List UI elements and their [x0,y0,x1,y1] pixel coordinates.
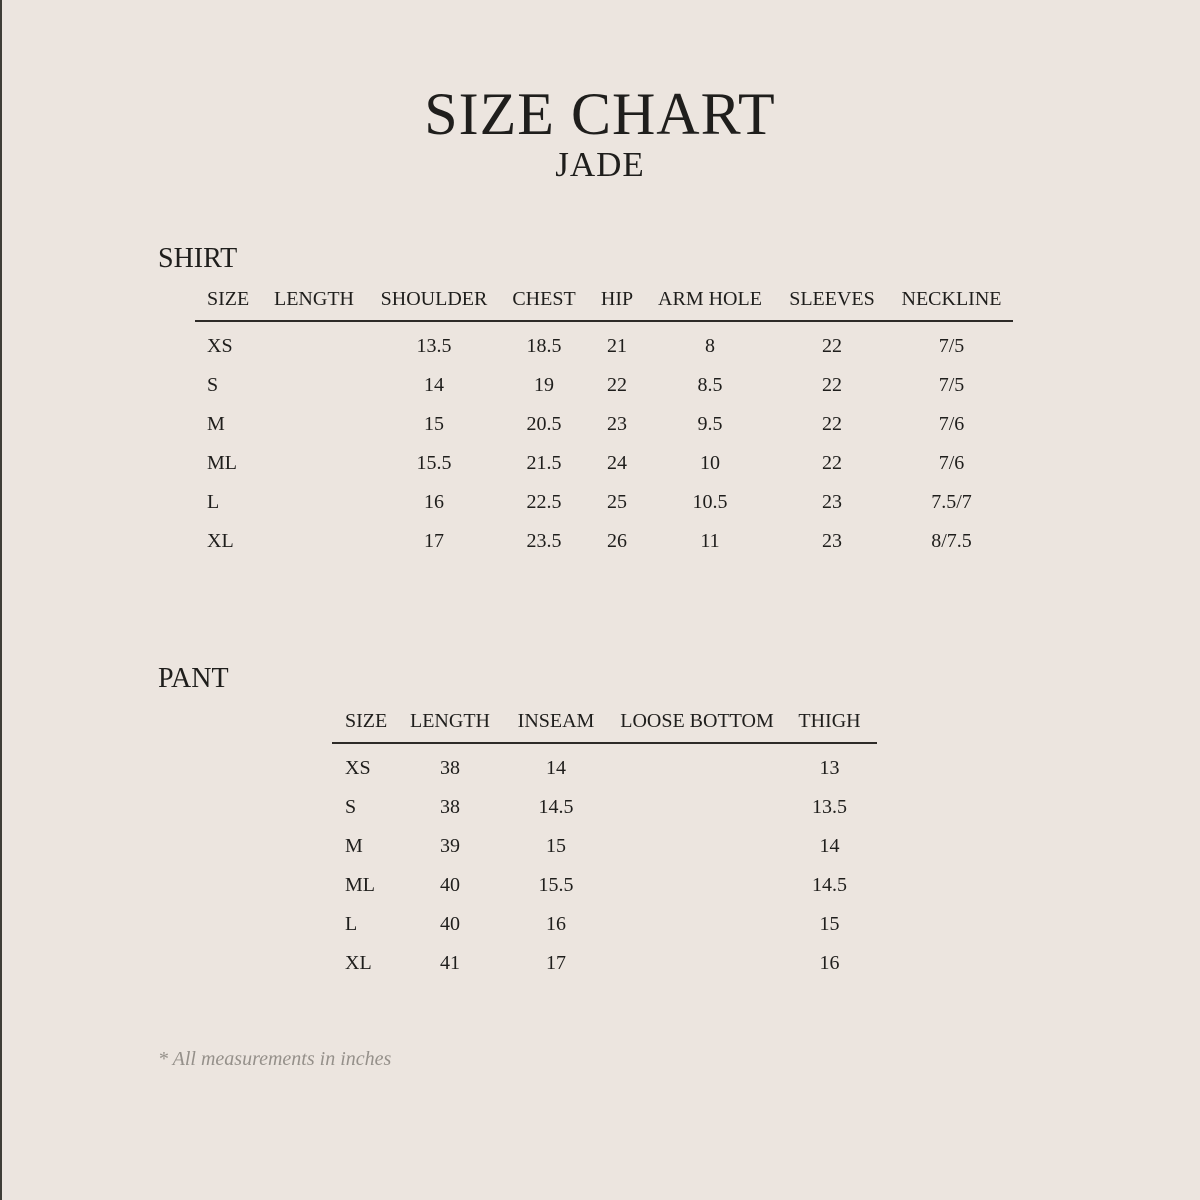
value-cell: 15 [546,835,566,857]
value-cell: 38 [440,796,460,818]
value-cell: 7/6 [938,452,965,474]
size-cell: ML [207,452,237,474]
size-cell: L [207,491,220,513]
value-cell: 16 [424,491,444,513]
value-cell [260,444,368,483]
value-cell [612,866,782,905]
value-cell: 14.5 [538,796,574,818]
value-cell [612,905,782,944]
table-row [195,522,1013,561]
value-cell: 8.5 [697,374,723,396]
value-cell: 14 [546,757,566,779]
value-cell: 15.5 [416,452,452,474]
value-cell: 26 [607,530,627,552]
value-cell: 13 [819,757,840,779]
size-cell: XS [345,757,371,779]
table-row [332,788,877,827]
value-cell: 10 [700,452,720,474]
shirt-section-heading: SHIRT [158,243,238,274]
value-cell: 21.5 [526,452,562,474]
value-cell: 24 [607,452,627,474]
value-cell: 15.5 [538,874,574,896]
value-cell: 39 [440,835,460,857]
column-header: LOOSE BOTTOM [612,710,782,743]
value-cell: 21 [607,335,627,357]
table-row [195,444,1013,483]
column-header: ARM HOLE [646,288,774,321]
value-cell: 9.5 [697,413,723,435]
value-cell: 7.5/7 [931,491,972,513]
value-cell [260,405,368,444]
value-cell: 15 [424,413,444,435]
value-cell: 14.5 [812,874,847,896]
value-cell: 41 [440,952,460,974]
column-header: NECKLINE [890,288,1013,321]
value-cell: 22.5 [526,491,562,513]
table-row [195,366,1013,405]
size-cell: ML [345,874,375,896]
value-cell: 17 [424,530,444,552]
value-cell [612,788,782,827]
column-header: SIZE [332,710,400,743]
value-cell: 40 [440,874,460,896]
value-cell: 22 [607,374,627,396]
column-header: THIGH [782,710,877,743]
value-cell [612,743,782,788]
value-cell: 16 [546,913,566,935]
table-row [332,944,877,983]
value-cell [260,483,368,522]
value-cell: 14 [819,835,840,857]
value-cell: 17 [546,952,566,974]
column-header: CHEST [500,288,588,321]
value-cell: 8/7.5 [931,530,972,552]
value-cell: 19 [534,374,554,396]
value-cell: 18.5 [526,335,562,357]
value-cell: 7/5 [938,374,965,396]
value-cell: 23.5 [526,530,562,552]
table-row [332,905,877,944]
column-header: SIZE [195,288,260,321]
value-cell: 22 [822,452,842,474]
column-header: SLEEVES [774,288,890,321]
value-cell: 38 [440,757,460,779]
page-subtitle: JADE [555,145,645,184]
value-cell: 7/5 [938,335,965,357]
size-cell: XS [207,335,233,357]
column-header: LENGTH [260,288,368,321]
table-row [332,866,877,905]
value-cell: 15 [819,913,840,935]
value-cell: 13.5 [812,796,847,818]
table-row [332,743,877,788]
value-cell: 8 [705,335,715,357]
value-cell: 40 [440,913,460,935]
value-cell [260,366,368,405]
value-cell: 13.5 [416,335,452,357]
column-header: LENGTH [400,710,500,743]
value-cell: 11 [700,530,720,552]
column-header: HIP [588,288,646,321]
value-cell: 23 [607,413,627,435]
size-cell: XL [345,952,372,974]
size-cell: XL [207,530,234,552]
table-row [195,321,1013,366]
shirt-size-table [195,288,1013,561]
column-header: INSEAM [500,710,612,743]
value-cell [260,321,368,366]
size-cell: L [345,913,358,935]
pant-section-heading: PANT [158,663,229,694]
pant-size-table [332,710,877,983]
value-cell: 22 [822,374,842,396]
value-cell: 20.5 [526,413,562,435]
measurements-footnote: * All measurements in inches [158,1048,392,1070]
value-cell: 23 [822,530,842,552]
column-header: SHOULDER [368,288,500,321]
page-title: SIZE CHART [424,81,776,147]
value-cell [612,827,782,866]
size-cell: M [345,835,363,857]
value-cell: 7/6 [938,413,965,435]
value-cell: 10.5 [692,491,728,513]
value-cell: 16 [819,952,840,974]
table-row [332,827,877,866]
value-cell [612,944,782,983]
header-row [195,288,1013,321]
size-cell: S [207,374,219,396]
value-cell: 14 [424,374,444,396]
size-cell: M [207,413,225,435]
size-cell: S [345,796,357,818]
table-row [195,483,1013,522]
value-cell: 22 [822,335,842,357]
value-cell [260,522,368,561]
header-row [332,710,877,743]
table-row [195,405,1013,444]
value-cell: 25 [607,491,627,513]
value-cell: 23 [822,491,842,513]
value-cell: 22 [822,413,842,435]
